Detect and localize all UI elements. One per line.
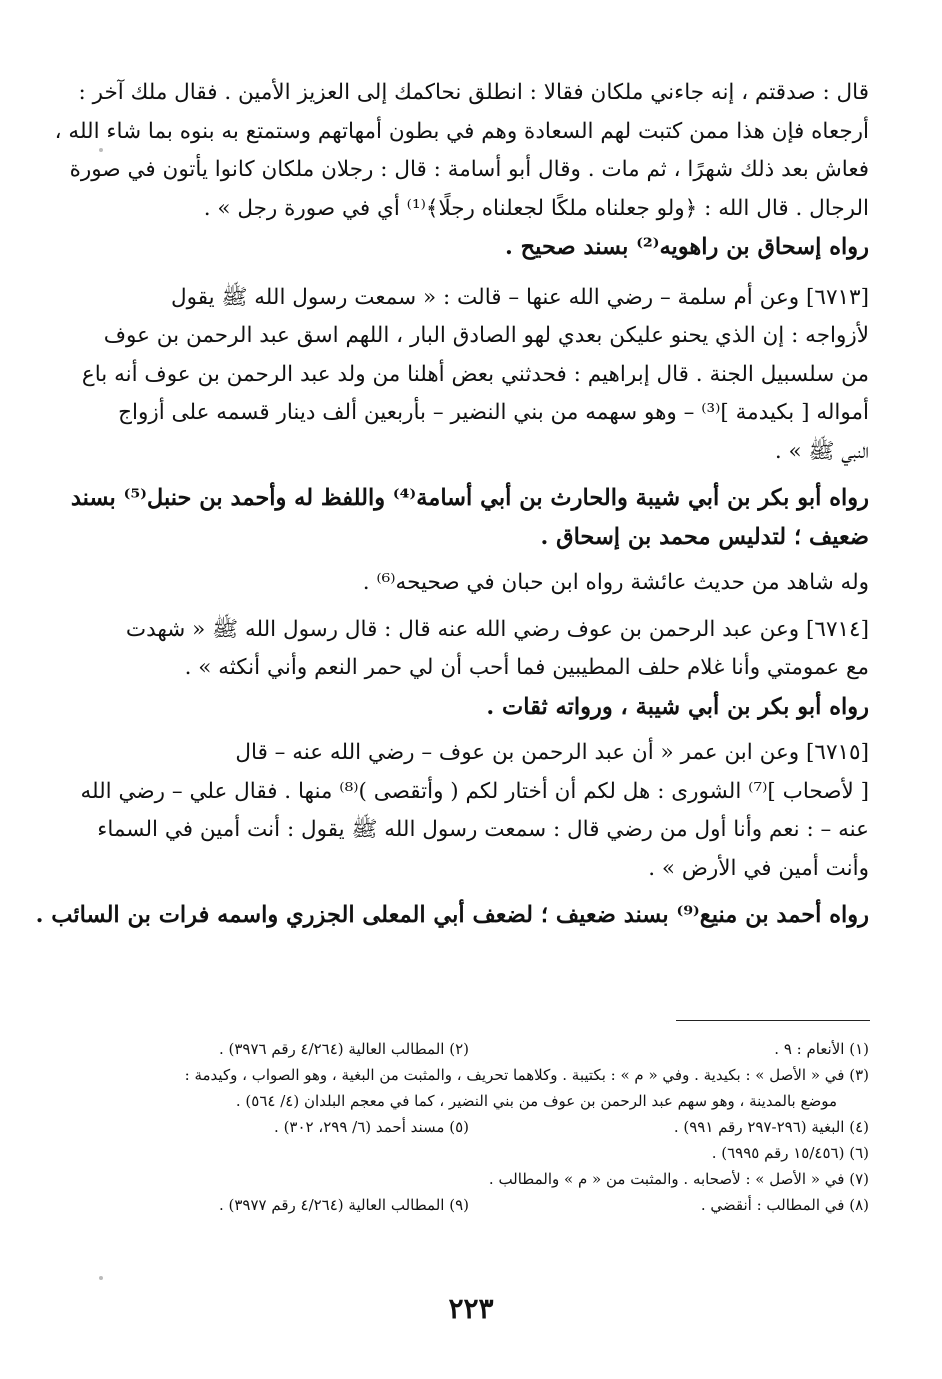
text-line: أمواله [ بكيدمة ]⁽³⁾ – وهو سهمه من بني النضير – بأربعين ألف دينار قسمه على أزواج: [118, 400, 869, 425]
text-line: الرجال . قال الله : ﴿ولو جعلناه ملكًا لجعلناه رجلًا﴾⁽¹⁾ أي في صورة رجل » .: [203, 195, 869, 221]
hadith-6713: [81, 279, 869, 472]
footnote-3: (٣) في « الأصل » : بكيدية . وفي « م » : بكتيبة . وكلاهما تحريف ، والمثبت من البغية ، وهو الصواب ، وكيدمة :: [184, 1066, 869, 1084]
narration-note: [104, 228, 869, 267]
footnotes: [104, 1036, 869, 1218]
scan-speck: [99, 1276, 103, 1280]
narration-note: [35, 896, 869, 935]
narration-note: [70, 479, 869, 556]
text-line: وله شاهد من حديث عائشة رواه ابن حبان في صحيحه⁽⁶⁾ .: [362, 570, 869, 595]
hadith-6714: [104, 611, 869, 688]
supporting-note: [104, 564, 869, 603]
text-line: رواه أحمد بن منيع⁽⁹⁾ بسند ضعيف ؛ لضعف أبي المعلى الجزري واسمه فرات بن السائب .: [35, 902, 869, 928]
footnote-1: (١) الأنعام : ٩ .: [774, 1040, 869, 1058]
text-line: [ لأصحاب ]⁽⁷⁾ الشورى : هل لكم أن أختار لكم ( وأتقصى )⁽⁸⁾ منها . فقال علي – رضي الله: [80, 778, 869, 804]
footnote-5: (٥) مسند أحمد (٦/ ٢٩٩، ٣٠٢) .: [274, 1118, 469, 1136]
text-line: من سلسبيل الجنة . قال إبراهيم : فحدثني بعض أهلنا من ولد عبد الرحمن بن عوف أنه باع: [81, 361, 869, 387]
text-line: رواه إسحاق بن راهويه⁽²⁾ بسند صحيح .: [504, 234, 869, 260]
narration-note: [104, 688, 869, 727]
text-line: أرجعاه فإن هذا ممن كتبت لهم السعادة وهم في بطون أمهاتهم وستمتع به بنوه بما شاء الله ،: [54, 118, 869, 144]
footnote-4: (٤) البغية (٢٩٦-٢٩٧ رقم ٩٩١) .: [673, 1118, 869, 1136]
footnote-7: (٧) في « الأصل » : لأصحابه . والمثبت من « م » والمطالب .: [488, 1170, 869, 1188]
text-line: [٦٧١٥] وعن ابن عمر « أن عبد الرحمن بن عوف – رضي الله عنه – قال: [235, 740, 869, 765]
footnote-row: [104, 1114, 869, 1140]
hadith-6715: [80, 734, 869, 888]
text-line: مع عمومتي وأنا غلام حلف المطيبين فما أحب أن لي حمر النعم وأني أنكثه » .: [184, 655, 869, 680]
text-line: عنه – : نعم وأنا أول من رضي قال : سمعت رسول الله ﷺ يقول : أنت أمين في السماء: [97, 817, 869, 842]
footnote-divider: [676, 1020, 870, 1021]
text-line: فعاش بعد ذلك شهرًا ، ثم مات . وقال أبو أسامة : قال : رجلان ملكان كانوا يأتون في صورة: [69, 157, 869, 182]
scan-speck: [99, 148, 103, 152]
paragraph-angels-story: [54, 74, 869, 228]
text-line: قال : صدقتم ، إنه جاءني ملكان فقالا : انطلق نحاكمك إلى العزيز الأمين . فقال ملك آخر :: [78, 80, 869, 105]
text-line: [٦٧١٣] وعن أم سلمة – رضي الله عنها – قالت : « سمعت رسول الله ﷺ يقول: [171, 284, 869, 310]
page-number: ٢٢٣: [448, 1292, 494, 1325]
footnote-8: (٨) في المطالب : أنقضي .: [700, 1196, 869, 1214]
footnote-row: [104, 1192, 869, 1218]
main-text: [35, 74, 869, 935]
footnote-row: [104, 1036, 869, 1062]
text-line: رواه أبو بكر بن أبي شيبة والحارث بن أبي أسامة⁽⁴⁾ واللفظ له وأحمد بن حنبل⁽⁵⁾ بسند: [70, 485, 869, 511]
footnote-3-continued: موضع بالمدينة ، وهو سهم عبد الرحمن بن عوف من بني النضير ، كما في معجم البلدان (٤/ ٥٦٤) .: [235, 1092, 837, 1110]
footnote-6: (٦) (١٥/٤٥٦ رقم ٦٩٩٥) .: [711, 1144, 869, 1162]
text-line: ضعيف ؛ لتدليس محمد بن إسحاق .: [540, 523, 869, 550]
text-line: [٦٧١٤] وعن عبد الرحمن بن عوف رضي الله عنه قال : قال رسول الله ﷺ « شهدت: [125, 616, 869, 642]
footnote-2: (٢) المطالب العالية (٤/٢٦٤ رقم ٣٩٧٦) .: [218, 1040, 469, 1058]
footnote-9: (٩) المطالب العالية (٤/٢٦٤ رقم ٣٩٧٧) .: [218, 1196, 469, 1214]
text-line: لأزواجه : إن الذي يحنو عليكن بعدي لهو الصادق البار ، اللهم اسق عبد الرحمن بن عوف: [103, 323, 869, 348]
text-line: وأنت أمين في الأرض » .: [648, 855, 869, 881]
text-line: النبي ﷺ » .: [774, 438, 869, 464]
text-line: رواه أبو بكر بن أبي شيبة ، ورواته ثقات .: [486, 693, 869, 720]
